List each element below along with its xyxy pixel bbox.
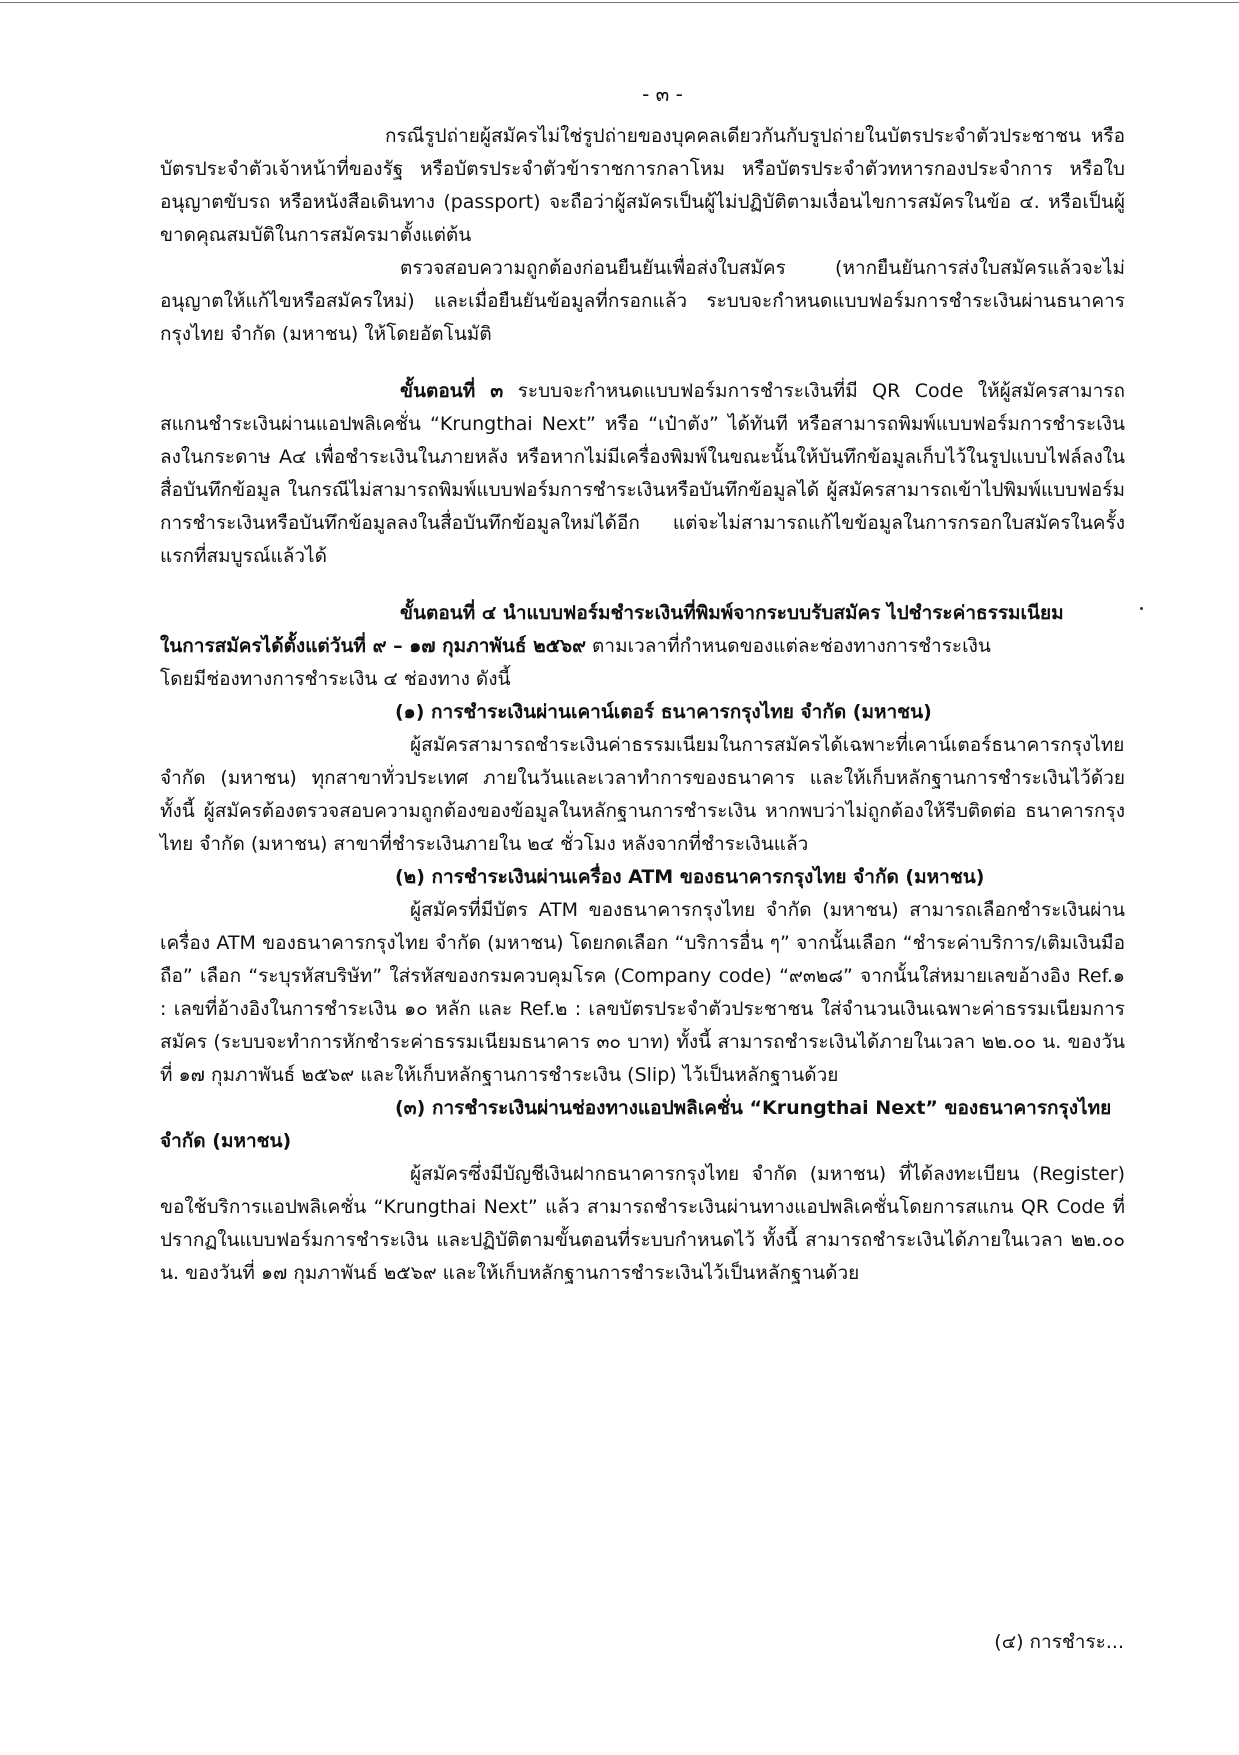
channel-2-heading: (๒) การชำระเงินผ่านเครื่อง ATM ของธนาคารกรุงไทย จำกัด (มหาชน)	[395, 866, 985, 888]
channel-1-heading: (๑) การชำระเงินผ่านเคาน์เตอร์ ธนาคารกรุงไทย จำกัด (มหาชน)	[395, 701, 932, 723]
channel-1-text: ผู้สมัครสามารถชำระเงินค่าธรรมเนียมในการสมัครได้เฉพาะที่เคาน์เตอร์ธนาคารกรุงไทย จำกัด (มหาชน) ทุกสาขาทั่วประเทศ ภายในวันและเวลาทำการของธนาคาร และให้เก็บหลักฐานการชำระเงินไว้ด้วย ทั้งนี้ ผู้สมัครต้องตรวจสอบความถูกต้องของข้อมูลในหลักฐานการชำระเงิน หากพบว่าไม่ถูกต้องให้รีบติดต่อ ธนาคารกรุงไทย จำกัด (มหาชน) สาขาที่ชำระเงินภายใน ๒๔ ชั่วโมง หลังจากที่ชำระเงินแล้ว	[160, 734, 1125, 855]
top-border-line	[0, 2, 1239, 3]
scan-dot	[1140, 607, 1143, 610]
paragraph-verify-before-submit: ตรวจสอบความถูกต้องก่อนยืนยันเพื่อส่งใบสมัคร (หากยืนยันการส่งใบสมัครแล้วจะไม่อนุญาตให้แก้ไขหรือสมัครใหม่) และเมื่อยืนยันข้อมูลที่กรอกแล้ว ระบบจะกำหนดแบบฟอร์มการชำระเงินผ่านธนาคารกรุงไทย จำกัด (มหาชน) ให้โดยอัตโนมัติ	[160, 257, 1125, 345]
channel-3-heading-cont: จำกัด (มหาชน)	[160, 1130, 292, 1152]
page-number: - ๓ -	[642, 82, 683, 106]
step-3-text: ระบบจะกำหนดแบบฟอร์มการชำระเงินที่มี QR Code ให้ผู้สมัครสามารถสแกนชำระเงินผ่านแอปพลิเคชั่น “Krungthai Next” หรือ “เป๋าตัง” ได้ทันที หรือสามารถพิมพ์แบบฟอร์มการชำระเงินลงในกระดาษ A๔ เพื่อชำระเงินในภายหลัง หรือหากไม่มีเครื่องพิมพ์ในขณะนั้นให้บันทึกข้อมูลเก็บไว้ในรูปแบบไฟล์ลงในสื่อบันทึกข้อมูล ในกรณีไม่สามารถพิมพ์แบบฟอร์มการชำระเงินหรือบันทึกข้อมูลได้ ผู้สมัครสามารถเข้าไปพิมพ์แบบฟอร์มการชำระเงินหรือบันทึกข้อมูลลงในสื่อบันทึกข้อมูลใหม่ได้อีก แต่จะไม่สามารถแก้ไขข้อมูลในการกรอกใบสมัครในครั้งแรกที่สมบูรณ์แล้วได้	[160, 380, 1126, 567]
step-3-label: ขั้นตอนที่ ๓	[400, 380, 504, 402]
step-4-line-1: ขั้นตอนที่ ๔ นำแบบฟอร์มชำระเงินที่พิมพ์จากระบบรับสมัคร ไปชำระค่าธรรมเนียม	[400, 602, 1064, 624]
continuation-footer: (๔) การชำระ...	[994, 1631, 1124, 1653]
step-4-line-3: โดยมีช่องทางการชำระเงิน ๔ ช่องทาง ดังนี้	[160, 668, 511, 690]
step-4-date-range: ในการสมัครได้ตั้งแต่วันที่ ๙ – ๑๗ กุมภาพันธ์ ๒๕๖๙	[160, 635, 587, 657]
channel-2-text: ผู้สมัครที่มีบัตร ATM ของธนาคารกรุงไทย จำกัด (มหาชน) สามารถเลือกชำระเงินผ่านเครื่อง ATM ของธนาคารกรุงไทย จำกัด (มหาชน) โดยกดเลือก “บริการอื่น ๆ” จากนั้นเลือก “ชำระค่าบริการ/เติมเงินมือถือ” เลือก “ระบุรหัสบริษัท” ใส่รหัสของกรมควบคุมโรค (Company code) “๙๓๒๘” จากนั้นใส่หมายเลขอ้างอิง Ref.๑ : เลขที่อ้างอิงในการชำระเงิน ๑๐ หลัก และ Ref.๒ : เลขบัตรประจำตัวประชาชน ใส่จำนวนเงินเฉพาะค่าธรรมเนียมการสมัคร (ระบบจะทำการหักชำระค่าธรรมเนียมธนาคาร ๓๐ บาท) ทั้งนี้ สามารถชำระเงินได้ภายในเวลา ๒๒.๐๐ น. ของวันที่ ๑๗ กุมภาพันธ์ ๒๕๖๙ และให้เก็บหลักฐานการชำระเงิน (Slip) ไว้เป็นหลักฐานด้วย	[160, 899, 1125, 1086]
paragraph-step-3	[160, 375, 1125, 573]
paragraph-photo-mismatch: กรณีรูปถ่ายผู้สมัครไม่ใช่รูปถ่ายของบุคคลเดียวกันกับรูปถ่ายในบัตรประจำตัวประชาชน หรือบัตรประจำตัวเจ้าหน้าที่ของรัฐ หรือบัตรประจำตัวข้าราชการกลาโหม หรือบัตรประจำตัวทหารกองประจำการ หรือใบอนุญาตขับรถ หรือหนังสือเดินทาง (passport) จะถือว่าผู้สมัครเป็นผู้ไม่ปฏิบัติตามเงื่อนไขการสมัครในข้อ ๔. หรือเป็นผู้ขาดคุณสมบัติในการสมัครมาตั้งแต่ต้น	[160, 125, 1125, 246]
step-4-time-note: ตามเวลาที่กำหนดของแต่ละช่องทางการชำระเงิน	[586, 635, 991, 657]
channel-3-heading: (๓) การชำระเงินผ่านช่องทางแอปพลิเคชั่น “Krungthai Next” ของธนาคารกรุงไทย	[395, 1097, 1112, 1119]
step-4-line-2	[160, 630, 1125, 663]
channel-3-text: ผู้สมัครซึ่งมีบัญชีเงินฝากธนาคารกรุงไทย จำกัด (มหาชน) ที่ได้ลงทะเบียน (Register) ขอใช้บริการแอปพลิเคชั่น “Krungthai Next” แล้ว สามารถชำระเงินผ่านทางแอปพลิเคชั่นโดยการสแกน QR Code ที่ปรากฏในแบบฟอร์มการชำระเงิน และปฏิบัติตามขั้นตอนที่ระบบกำหนดไว้ ทั้งนี้ สามารถชำระเงินได้ภายในเวลา ๒๒.๐๐ น. ของวันที่ ๑๗ กุมภาพันธ์ ๒๕๖๙ และให้เก็บหลักฐานการชำระเงินไว้เป็นหลักฐานด้วย	[160, 1163, 1125, 1284]
document-page	[160, 80, 1125, 1290]
